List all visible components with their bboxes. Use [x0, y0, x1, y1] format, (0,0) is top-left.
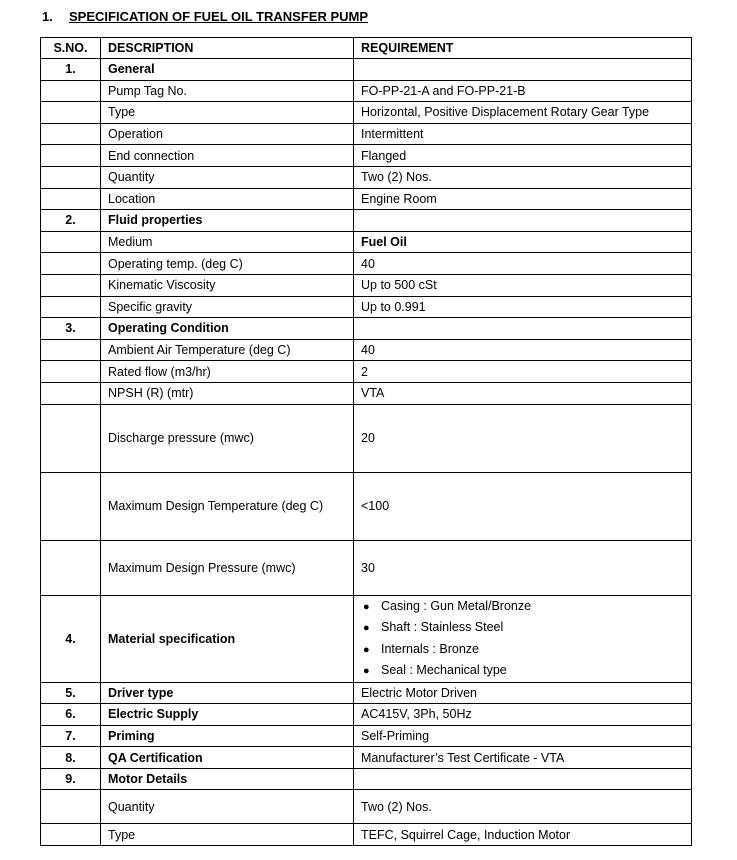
col-header-sno: S.NO.	[41, 38, 101, 59]
col-header-requirement: REQUIREMENT	[354, 38, 692, 59]
material-item: Shaft : Stainless Steel	[381, 620, 504, 634]
bullet-icon: ●	[363, 600, 370, 613]
row-description: Operating temp. (deg C)	[101, 253, 354, 275]
material-item: Seal : Mechanical type	[381, 663, 507, 677]
row-description: Maximum Design Pressure (mwc)	[101, 540, 354, 595]
row-sno	[41, 253, 101, 275]
row-sno	[41, 339, 101, 361]
table-row	[41, 339, 692, 361]
row-requirement: Intermittent	[354, 123, 692, 145]
row-sno	[41, 102, 101, 124]
row-description: Ambient Air Temperature (deg C)	[101, 339, 354, 361]
bullet-icon: ●	[363, 665, 370, 677]
row-description: Maximum Design Temperature (deg C)	[101, 472, 354, 540]
row-sno: 4.	[41, 595, 101, 682]
row-sno	[41, 361, 101, 383]
row-description: NPSH (R) (mtr)	[101, 382, 354, 404]
row-description: Kinematic Viscosity	[101, 274, 354, 296]
row-description: Type	[101, 824, 354, 846]
row-requirement: Fuel Oil	[354, 231, 692, 253]
spec-table	[40, 37, 692, 846]
row-sno	[41, 231, 101, 253]
row-description: Medium	[101, 231, 354, 253]
row-sno	[41, 824, 101, 846]
row-description: Type	[101, 102, 354, 124]
table-row	[41, 145, 692, 167]
row-requirement	[354, 210, 692, 232]
row-requirement: Manufacturer’s Test Certificate - VTA	[354, 747, 692, 769]
table-row	[41, 361, 692, 383]
row-description: Rated flow (m3/hr)	[101, 361, 354, 383]
row-requirement: Electric Motor Driven	[354, 682, 692, 704]
row-description: Driver type	[101, 682, 354, 704]
section-title: SPECIFICATION OF FUEL OIL TRANSFER PUMP	[69, 9, 369, 24]
table-row	[41, 768, 692, 790]
row-sno: 1.	[41, 59, 101, 81]
table-row	[41, 102, 692, 124]
section-number: 1.	[42, 9, 53, 24]
row-sno	[41, 123, 101, 145]
table-row	[41, 318, 692, 340]
row-description: Quantity	[101, 790, 354, 824]
row-description: Electric Supply	[101, 704, 354, 726]
row-sno: 5.	[41, 682, 101, 704]
table-row	[41, 824, 692, 846]
table-row	[41, 166, 692, 188]
row-description: Priming	[101, 725, 354, 747]
row-sno: 3.	[41, 318, 101, 340]
list-item	[361, 617, 684, 639]
table-row	[41, 80, 692, 102]
row-requirement: Self-Priming	[354, 725, 692, 747]
table-row	[41, 274, 692, 296]
row-sno: 7.	[41, 725, 101, 747]
row-sno	[41, 274, 101, 296]
row-description: Pump Tag No.	[101, 80, 354, 102]
row-description: Operation	[101, 123, 354, 145]
table-row	[41, 725, 692, 747]
table-row	[41, 123, 692, 145]
row-requirement: Two (2) Nos.	[354, 166, 692, 188]
table-row	[41, 472, 692, 540]
table-row	[41, 253, 692, 275]
row-sno: 9.	[41, 768, 101, 790]
row-requirement: 40	[354, 339, 692, 361]
row-description: QA Certification	[101, 747, 354, 769]
row-sno	[41, 188, 101, 210]
row-requirement: 40	[354, 253, 692, 275]
table-row	[41, 540, 692, 595]
list-item	[361, 596, 684, 618]
row-requirement: Engine Room	[354, 188, 692, 210]
row-sno	[41, 382, 101, 404]
row-sno	[41, 145, 101, 167]
row-requirement: 2	[354, 361, 692, 383]
table-row	[41, 296, 692, 318]
row-requirement: Two (2) Nos.	[354, 790, 692, 824]
row-requirement: TEFC, Squirrel Cage, Induction Motor	[354, 824, 692, 846]
table-row-material	[41, 595, 692, 682]
row-requirement: Up to 500 cSt	[354, 274, 692, 296]
table-row	[41, 404, 692, 472]
row-requirement	[354, 318, 692, 340]
table-row	[41, 790, 692, 824]
row-requirement: VTA	[354, 382, 692, 404]
row-requirement: AC415V, 3Ph, 50Hz	[354, 704, 692, 726]
row-sno: 2.	[41, 210, 101, 232]
row-requirement: Flanged	[354, 145, 692, 167]
row-requirement: FO-PP-21-A and FO-PP-21-B	[354, 80, 692, 102]
table-row	[41, 231, 692, 253]
table-row	[41, 188, 692, 210]
row-sno	[41, 790, 101, 824]
row-description: Quantity	[101, 166, 354, 188]
material-item: Internals : Bronze	[381, 641, 479, 656]
material-list-cell	[354, 595, 692, 682]
header-row	[41, 38, 692, 59]
table-row	[41, 382, 692, 404]
row-description: Location	[101, 188, 354, 210]
row-sno	[41, 296, 101, 318]
row-description: Operating Condition	[101, 318, 354, 340]
row-description: Material specification	[101, 595, 354, 682]
row-sno: 6.	[41, 704, 101, 726]
list-item	[361, 660, 684, 682]
row-requirement: 20	[354, 404, 692, 472]
row-sno	[41, 540, 101, 595]
table-row	[41, 59, 692, 81]
col-header-description: DESCRIPTION	[101, 38, 354, 59]
row-description: Discharge pressure (mwc)	[101, 404, 354, 472]
row-requirement	[354, 59, 692, 81]
row-description: General	[101, 59, 354, 81]
row-requirement: Horizontal, Positive Displacement Rotary Gear Type	[354, 102, 692, 124]
table-row	[41, 210, 692, 232]
bullet-icon: ●	[363, 643, 370, 656]
row-description: Specific gravity	[101, 296, 354, 318]
material-item: Casing : Gun Metal/Bronze	[381, 598, 532, 613]
table-row	[41, 682, 692, 704]
section-heading	[42, 9, 368, 24]
row-description: End connection	[101, 145, 354, 167]
material-list	[361, 596, 684, 682]
row-requirement: <100	[354, 472, 692, 540]
row-sno	[41, 404, 101, 472]
row-sno	[41, 472, 101, 540]
row-requirement: Up to 0.991	[354, 296, 692, 318]
row-sno	[41, 80, 101, 102]
row-sno	[41, 166, 101, 188]
row-requirement	[354, 768, 692, 790]
row-description: Motor Details	[101, 768, 354, 790]
row-sno: 8.	[41, 747, 101, 769]
list-item	[361, 639, 684, 661]
row-description: Fluid properties	[101, 210, 354, 232]
table-row	[41, 747, 692, 769]
table-row	[41, 704, 692, 726]
bullet-icon: ●	[363, 622, 370, 634]
row-requirement: 30	[354, 540, 692, 595]
